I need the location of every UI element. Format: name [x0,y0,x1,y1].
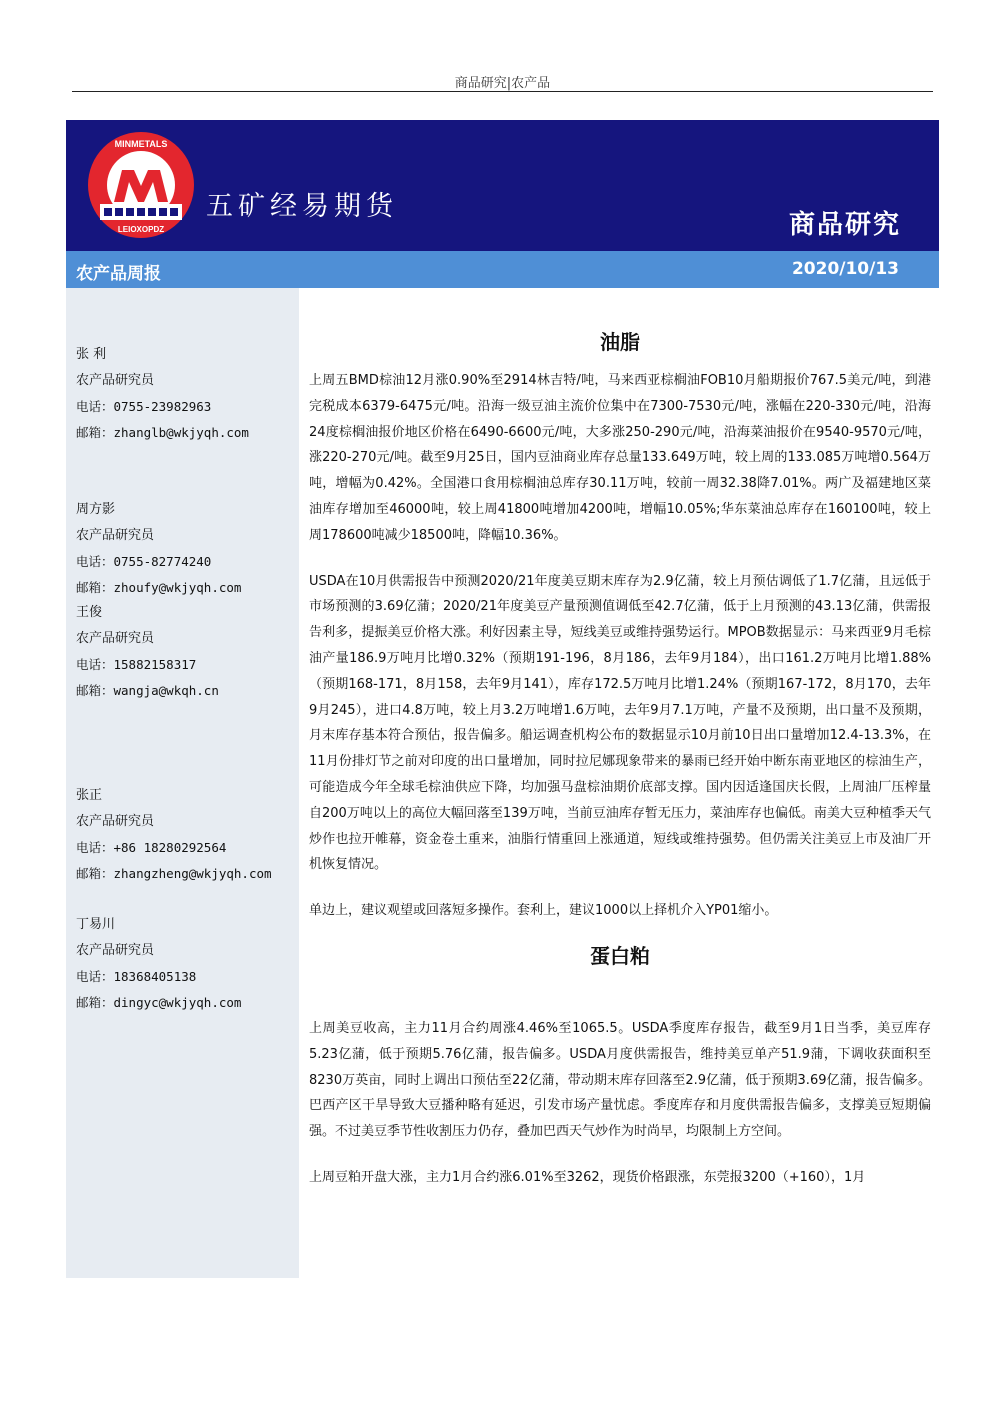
report-type: 农产品周报 [76,264,161,284]
contact-name: 张正 [76,788,103,803]
contact-card [76,342,296,446]
spacer [309,982,931,1016]
contact-email[interactable]: 邮箱：zhangzheng@wkjyqh.com [76,866,272,881]
company-name: 五矿经易期货 [206,191,398,222]
contact-phone: 电话：+86 18280292564 [76,840,227,855]
report-subbar [66,251,939,288]
header-rule [72,91,933,92]
contact-name: 丁易川 [76,917,116,932]
contact-phone: 电话：0755-82774240 [76,554,212,569]
contact-card [76,912,296,1016]
meal-paragraph: 上周美豆收高，主力11月合约周涨4.46%至1065.5。USDA季度库存报告，截至9月1日当季，美豆库存5.23亿蒲，低于预期5.76亿蒲，报告偏多。USDA月度供需报告，维持美豆单产51.9蒲，下调收获面积至8230万英亩，同时上调出口预估至22亿蒲，带动期末库存回落至2.9亿蒲，低于预期3.69亿蒲，报告偏多。巴西产区干旱导致大豆播种略有延迟，引发市场产量忧虑。季度库存和月度供需报告偏多，支撑美豆短期偏强。不过美豆季节性收割压力仍存，叠加巴西天气炒作为时尚早，均限制上方空间。 [309,1020,931,1140]
contact-card [76,783,296,887]
logo-text-bottom: LEIOXOPDZ [117,225,165,234]
contact-email[interactable]: 邮箱：zhoufy@wkjyqh.com [76,580,242,595]
logo-text-top: MINMETALS [114,139,168,149]
contact-phone: 电话：18368405138 [76,969,197,984]
contact-phone: 电话：0755-23982963 [76,399,212,414]
oils-paragraph: 上周五BMD棕油12月涨0.90%至2914林吉特/吨，马来西亚棕榈油FOB10月船期报价767.5美元/吨，到港完税成本6379-6475元/吨。沿海一级豆油主流价位集中在7300-7530元/吨，涨幅在220-330元/吨，沿海24度棕榈油报价地区价格在6490-6600元/吨，大多涨250-290元/吨，沿海菜油报价在9540-9570元/吨，涨220-270元/吨。截至9月25日，国内豆油商业库存总量133.649万吨，较上周的133.085万吨增0.564万吨，增幅为0.42%。全国港口食用棕榈油总库存30.11万吨，较前一周32.38降7.01%。两广及福建地区菜油库存增加至46000吨，较上周41800吨增加4200吨，增幅10.05%;华东菜油总库存在160100吨，较上周178600吨减少18500吨，降幅10.36%。 [309,373,931,543]
section-title-meal: 蛋白粕 [590,943,650,968]
section-title-oils: 油脂 [600,330,640,354]
contact-card [76,600,296,704]
contact-card [76,497,296,601]
contact-title: 农产品研究员 [76,943,155,958]
contact-email[interactable]: 邮箱：dingyc@wkjyqh.com [76,995,242,1010]
contact-email[interactable]: 邮箱：zhanglb@wkjyqh.com [76,425,249,440]
meal-paragraph: 上周豆粕开盘大涨，主力1月合约涨6.01%至3262，现货价格跟涨，东莞报3200（+160），1月 [309,1169,866,1185]
contact-name: 周方影 [76,502,116,517]
contact-phone: 电话：15882158317 [76,657,197,672]
contact-name: 张 利 [76,347,107,362]
oils-paragraph: USDA在10月供需报告中预测2020/21年度美豆期末库存为2.9亿蒲，较上月预估调低了1.7亿蒲，且远低于市场预测的3.69亿蒲；2020/21年度美豆产量预测值调低至42.7亿蒲，低于上月预测的43.13亿蒲，供需报告利多，提振美豆价格大涨。利好因素主导，短线美豆或维持强势运行。MPOB数据显示：马来西亚9月毛棕油产量186.9万吨月比增0.32%（预期191-196，8月186，去年9月184），出口161.2万吨月比增1.88%（预期168-171，8月158，去年9月141），库存172.5万吨月比增1.24%（预期167-172，8月170，去年9月245），进口4.8万吨，较上月3.2万吨增1.6万吨，去年9月7.1万吨，产量不及预期，出口量不及预期，月末库存基本符合预估，报告偏多。船运调查机构公布的数据显示10月前10日出口量增加12.4-13.3%，在11月份排灯节之前对印度的出口量增加，同时拉尼娜现象带来的暴雨已经开始中断东南亚地区的棕油生产，可能造成今年全球毛棕油供应下降，均加强马盘棕油期价底部支撑。国内因适逢国庆长假，上周油厂压榨量自200万吨以上的高位大幅回落至139万吨，当前豆油库存暂无压力，菜油库存也偏低。南美大豆种植季天气炒作也拉开帷幕，资金卷土重来，油脂行情重回上涨通道，短线或维持强势。但仍需关注美豆上市及油厂开机恢复情况。 [309,573,931,873]
contact-title: 农产品研究员 [76,528,155,543]
banner [66,120,939,251]
main-content [309,320,931,1211]
contact-title: 农产品研究员 [76,814,155,829]
contact-name: 王俊 [76,605,103,620]
oils-strategy-paragraph: 单边上，建议观望或回落短多操作。套利上，建议1000以上择机介入YP01缩小。 [309,903,778,919]
contacts-sidebar [66,288,299,1278]
contact-email[interactable]: 邮箱：wangja@wkqh.cn [76,683,219,698]
banner-section-title: 商品研究 [788,210,901,240]
running-header: 商品研究|农产品 [454,76,551,91]
contact-title: 农产品研究员 [76,373,155,388]
report-date: 2020/10/13 [791,259,899,279]
minmetals-logo [86,130,196,240]
contact-title: 农产品研究员 [76,631,155,646]
